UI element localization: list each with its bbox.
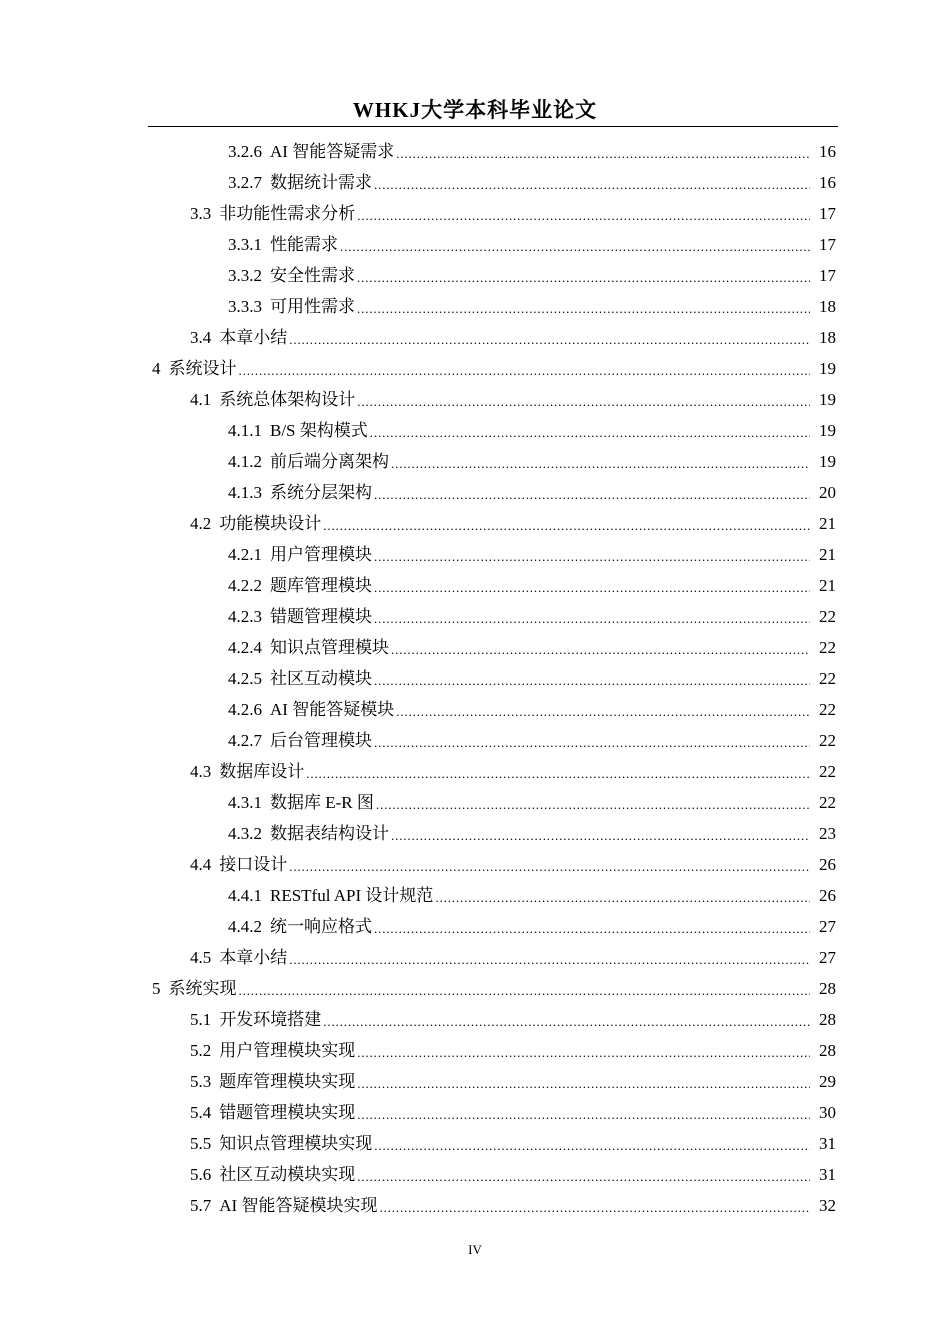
toc-entry[interactable] [0, 1159, 950, 1190]
toc-entry-title: 社区互动模块 [270, 669, 372, 688]
toc-entry-number: 5.4 [190, 1103, 212, 1122]
toc-entry-page: 31 [819, 1134, 836, 1153]
toc-entry-title: 题库管理模块实现 [219, 1072, 356, 1091]
toc-dot-leader [391, 634, 810, 665]
toc-dot-leader [357, 1037, 810, 1068]
toc-entry[interactable] [0, 260, 950, 291]
toc-entry[interactable] [0, 1066, 950, 1097]
toc-entry[interactable] [0, 384, 950, 415]
toc-entry-label [228, 229, 338, 260]
toc-entry-page: 19 [819, 452, 836, 471]
toc-entry-title: 错题管理模块 [270, 607, 372, 626]
toc-entry-page: 22 [819, 762, 836, 781]
toc-entry-title: 社区互动模块实现 [219, 1165, 356, 1184]
toc-entry-page: 17 [819, 204, 836, 223]
toc-dot-leader [374, 541, 810, 572]
toc-entry[interactable] [0, 818, 950, 849]
toc-entry-page: 21 [819, 514, 836, 533]
toc-entry-label [228, 818, 389, 849]
toc-entry[interactable] [0, 880, 950, 911]
toc-entry[interactable] [0, 477, 950, 508]
toc-entry-page: 27 [819, 917, 836, 936]
toc-entry-number: 4.2.6 [228, 700, 262, 719]
toc-entry-number: 5.2 [190, 1041, 212, 1060]
toc-entry-number: 4.2.7 [228, 731, 262, 750]
toc-entry-label [190, 322, 287, 353]
toc-entry-number: 3.2.6 [228, 142, 262, 161]
toc-entry-label [228, 632, 389, 663]
toc-entry-title: 本章小结 [219, 948, 288, 967]
toc-entry-page: 20 [819, 483, 836, 502]
toc-dot-leader [239, 975, 811, 1006]
toc-dot-leader [357, 293, 810, 324]
toc-entry-number: 4.5 [190, 948, 212, 967]
toc-dot-leader [357, 1099, 810, 1130]
toc-dot-leader [396, 696, 810, 727]
toc-entry-label [190, 198, 355, 229]
toc-entry-label [228, 787, 374, 818]
toc-dot-leader [357, 386, 810, 417]
toc-entry-page: 22 [819, 607, 836, 626]
toc-dot-leader [391, 448, 810, 479]
toc-entry[interactable] [0, 1097, 950, 1128]
toc-entry[interactable] [0, 663, 950, 694]
toc-entry-label [228, 725, 372, 756]
toc-dot-leader [374, 1130, 810, 1161]
toc-entry-number: 4.2.5 [228, 669, 262, 688]
toc-entry-page: 18 [819, 328, 836, 347]
toc-dot-leader [379, 1192, 810, 1223]
toc-entry[interactable] [0, 415, 950, 446]
toc-entry-page: 22 [819, 793, 836, 812]
toc-entry-number: 4.2.2 [228, 576, 262, 595]
toc-entry-title: 数据库 E-R 图 [270, 793, 374, 812]
toc-entry[interactable] [0, 570, 950, 601]
toc-dot-leader [391, 820, 810, 851]
toc-dot-leader [374, 169, 810, 200]
toc-entry-page: 18 [819, 297, 836, 316]
toc-dot-leader [289, 851, 810, 882]
toc-dot-leader [374, 913, 810, 944]
toc-entry-page: 28 [819, 1010, 836, 1029]
toc-entry-label [190, 849, 287, 880]
toc-entry-label [190, 1190, 377, 1221]
toc-entry-label [228, 911, 372, 942]
toc-entry-page: 28 [819, 1041, 836, 1060]
toc-entry-label [228, 539, 372, 570]
toc-entry-number: 3.3.2 [228, 266, 262, 285]
toc-entry-label [228, 570, 372, 601]
toc-entry-title: 数据统计需求 [270, 173, 372, 192]
toc-dot-leader [396, 138, 810, 169]
toc-entry-page: 21 [819, 576, 836, 595]
toc-dot-leader [374, 665, 810, 696]
toc-dot-leader [370, 417, 810, 448]
toc-entry-page: 19 [819, 421, 836, 440]
toc-dot-leader [374, 727, 810, 758]
toc-entry[interactable] [0, 973, 950, 1004]
toc-entry-number: 5.7 [190, 1196, 212, 1215]
toc-entry-title: 统一响应格式 [270, 917, 372, 936]
toc-entry[interactable] [0, 632, 950, 663]
toc-entry-label [190, 1066, 355, 1097]
toc-entry-title: 接口设计 [219, 855, 288, 874]
toc-entry-title: 非功能性需求分析 [219, 204, 356, 223]
toc-entry-title: 数据表结构设计 [270, 824, 389, 843]
toc-entry-page: 31 [819, 1165, 836, 1184]
toc-entry[interactable] [0, 229, 950, 260]
toc-entry-page: 22 [819, 638, 836, 657]
toc-entry-page: 26 [819, 886, 836, 905]
toc-entry[interactable] [0, 942, 950, 973]
toc-entry-page: 22 [819, 669, 836, 688]
toc-entry[interactable] [0, 601, 950, 632]
toc-entry-label [190, 1004, 321, 1035]
toc-entry-page: 17 [819, 235, 836, 254]
toc-entry-page: 23 [819, 824, 836, 843]
toc-entry-title: 可用性需求 [270, 297, 355, 316]
toc-dot-leader [374, 572, 810, 603]
toc-entry-number: 4.1.2 [228, 452, 262, 471]
toc-entry[interactable] [0, 291, 950, 322]
toc-dot-leader [306, 758, 810, 789]
toc-entry-title: B/S 架构模式 [270, 421, 368, 440]
toc-dot-leader [289, 944, 810, 975]
toc-entry-label [228, 880, 433, 911]
toc-entry-title: AI 智能答疑模块 [270, 700, 395, 719]
toc-entry-number: 3.3.1 [228, 235, 262, 254]
toc-entry-page: 21 [819, 545, 836, 564]
toc-entry-number: 5 [152, 979, 161, 998]
toc-entry[interactable] [0, 694, 950, 725]
toc-entry-page: 16 [819, 173, 836, 192]
toc-entry[interactable] [0, 322, 950, 353]
toc-entry[interactable] [0, 539, 950, 570]
toc-entry-title: 性能需求 [270, 235, 338, 254]
toc-entry-title: 用户管理模块 [270, 545, 372, 564]
page-header-title: WHKJ大学本科毕业论文 [352, 98, 598, 122]
toc-entry[interactable] [0, 911, 950, 942]
toc-entry-title: RESTful API 设计规范 [270, 886, 434, 905]
toc-entry-number: 4.4.1 [228, 886, 262, 905]
toc-entry-label [228, 260, 355, 291]
toc-entry-label [228, 663, 372, 694]
toc-entry[interactable] [0, 725, 950, 756]
toc-entry-number: 4.2.3 [228, 607, 262, 626]
toc-entry-label [228, 167, 372, 198]
toc-entry[interactable] [0, 508, 950, 539]
toc-entry-label [228, 694, 394, 725]
toc-entry-number: 4.2.1 [228, 545, 262, 564]
toc-dot-leader [374, 479, 810, 510]
toc-entry-label [190, 756, 304, 787]
toc-entry-label [152, 353, 237, 384]
toc-entry-number: 5.1 [190, 1010, 212, 1029]
toc-entry-title: 知识点管理模块实现 [219, 1134, 373, 1153]
toc-entry-label [228, 446, 389, 477]
toc-entry-label [228, 601, 372, 632]
toc-dot-leader [323, 1006, 810, 1037]
toc-entry-number: 4.1 [190, 390, 212, 409]
toc-dot-leader [376, 789, 810, 820]
toc-entry-label [190, 1035, 355, 1066]
toc-entry-number: 4 [152, 359, 161, 378]
toc-entry-page: 27 [819, 948, 836, 967]
toc-dot-leader [357, 1161, 810, 1192]
toc-entry[interactable] [0, 849, 950, 880]
toc-entry-number: 5.3 [190, 1072, 212, 1091]
toc-entry-number: 4.1.3 [228, 483, 262, 502]
toc-entry-number: 3.2.7 [228, 173, 262, 192]
toc-entry-number: 4.2.4 [228, 638, 262, 657]
toc-entry-page: 22 [819, 731, 836, 750]
toc-dot-leader [239, 355, 811, 386]
toc-entry-page: 30 [819, 1103, 836, 1122]
toc-entry-title: 系统总体架构设计 [219, 390, 356, 409]
page-number: IV [468, 1242, 482, 1257]
toc-entry-number: 4.2 [190, 514, 212, 533]
toc-entry-page: 16 [819, 142, 836, 161]
toc-entry[interactable] [0, 198, 950, 229]
toc-entry-number: 5.5 [190, 1134, 212, 1153]
toc-entry-title: 开发环境搭建 [219, 1010, 322, 1029]
toc-entry-title: 后台管理模块 [270, 731, 372, 750]
toc-entry[interactable] [0, 756, 950, 787]
table-of-contents [0, 136, 950, 1221]
toc-entry-label [190, 384, 355, 415]
toc-entry-label [228, 291, 355, 322]
toc-dot-leader [323, 510, 810, 541]
toc-entry-page: 22 [819, 700, 836, 719]
toc-entry-title: 功能模块设计 [219, 514, 322, 533]
toc-entry[interactable] [0, 353, 950, 384]
toc-entry-title: 数据库设计 [219, 762, 305, 781]
toc-entry-number: 3.4 [190, 328, 212, 347]
toc-entry-number: 5.6 [190, 1165, 212, 1184]
toc-entry-title: 本章小结 [219, 328, 288, 347]
toc-entry-title: 用户管理模块实现 [219, 1041, 356, 1060]
toc-entry-title: 安全性需求 [270, 266, 355, 285]
toc-entry-number: 4.3 [190, 762, 212, 781]
toc-entry-number: 3.3.3 [228, 297, 262, 316]
toc-entry[interactable] [0, 1190, 950, 1221]
toc-entry-page: 26 [819, 855, 836, 874]
toc-dot-leader [435, 882, 810, 913]
toc-entry-title: 知识点管理模块 [270, 638, 389, 657]
toc-entry[interactable] [0, 787, 950, 818]
toc-entry-title: 系统实现 [168, 979, 237, 998]
toc-entry-page: 32 [819, 1196, 836, 1215]
toc-entry-page: 19 [819, 390, 836, 409]
toc-entry-title: 题库管理模块 [270, 576, 372, 595]
toc-entry[interactable] [0, 136, 950, 167]
toc-entry[interactable] [0, 1004, 950, 1035]
toc-entry-number: 4.3.2 [228, 824, 262, 843]
toc-entry-number: 4.4 [190, 855, 212, 874]
toc-entry-page: 17 [819, 266, 836, 285]
toc-entry-label [190, 1159, 355, 1190]
toc-dot-leader [357, 1068, 810, 1099]
toc-entry-label [190, 1128, 372, 1159]
toc-entry-title: AI 智能答疑需求 [270, 142, 395, 161]
toc-entry-label [152, 973, 237, 1004]
toc-entry-title: 系统设计 [168, 359, 237, 378]
toc-entry[interactable] [0, 1128, 950, 1159]
toc-entry-page: 19 [819, 359, 836, 378]
toc-dot-leader [289, 324, 810, 355]
toc-dot-leader [340, 231, 810, 262]
toc-entry-label [228, 415, 368, 446]
toc-dot-leader [357, 262, 810, 293]
toc-entry-label [190, 942, 287, 973]
toc-entry[interactable] [0, 167, 950, 198]
toc-entry-number: 4.3.1 [228, 793, 262, 812]
toc-dot-leader [357, 200, 810, 231]
toc-entry-page: 29 [819, 1072, 836, 1091]
toc-dot-leader [374, 603, 810, 634]
toc-entry-number: 3.3 [190, 204, 212, 223]
toc-entry[interactable] [0, 446, 950, 477]
header-divider [148, 126, 838, 127]
toc-entry-page: 28 [819, 979, 836, 998]
toc-entry[interactable] [0, 1035, 950, 1066]
toc-entry-label [228, 136, 394, 167]
toc-entry-title: 前后端分离架构 [270, 452, 389, 471]
toc-entry-label [190, 508, 321, 539]
toc-entry-title: 错题管理模块实现 [219, 1103, 356, 1122]
toc-entry-label [190, 1097, 355, 1128]
toc-entry-label [228, 477, 372, 508]
toc-entry-title: AI 智能答疑模块实现 [219, 1196, 378, 1215]
toc-entry-number: 4.1.1 [228, 421, 262, 440]
toc-entry-title: 系统分层架构 [270, 483, 372, 502]
toc-entry-number: 4.4.2 [228, 917, 262, 936]
